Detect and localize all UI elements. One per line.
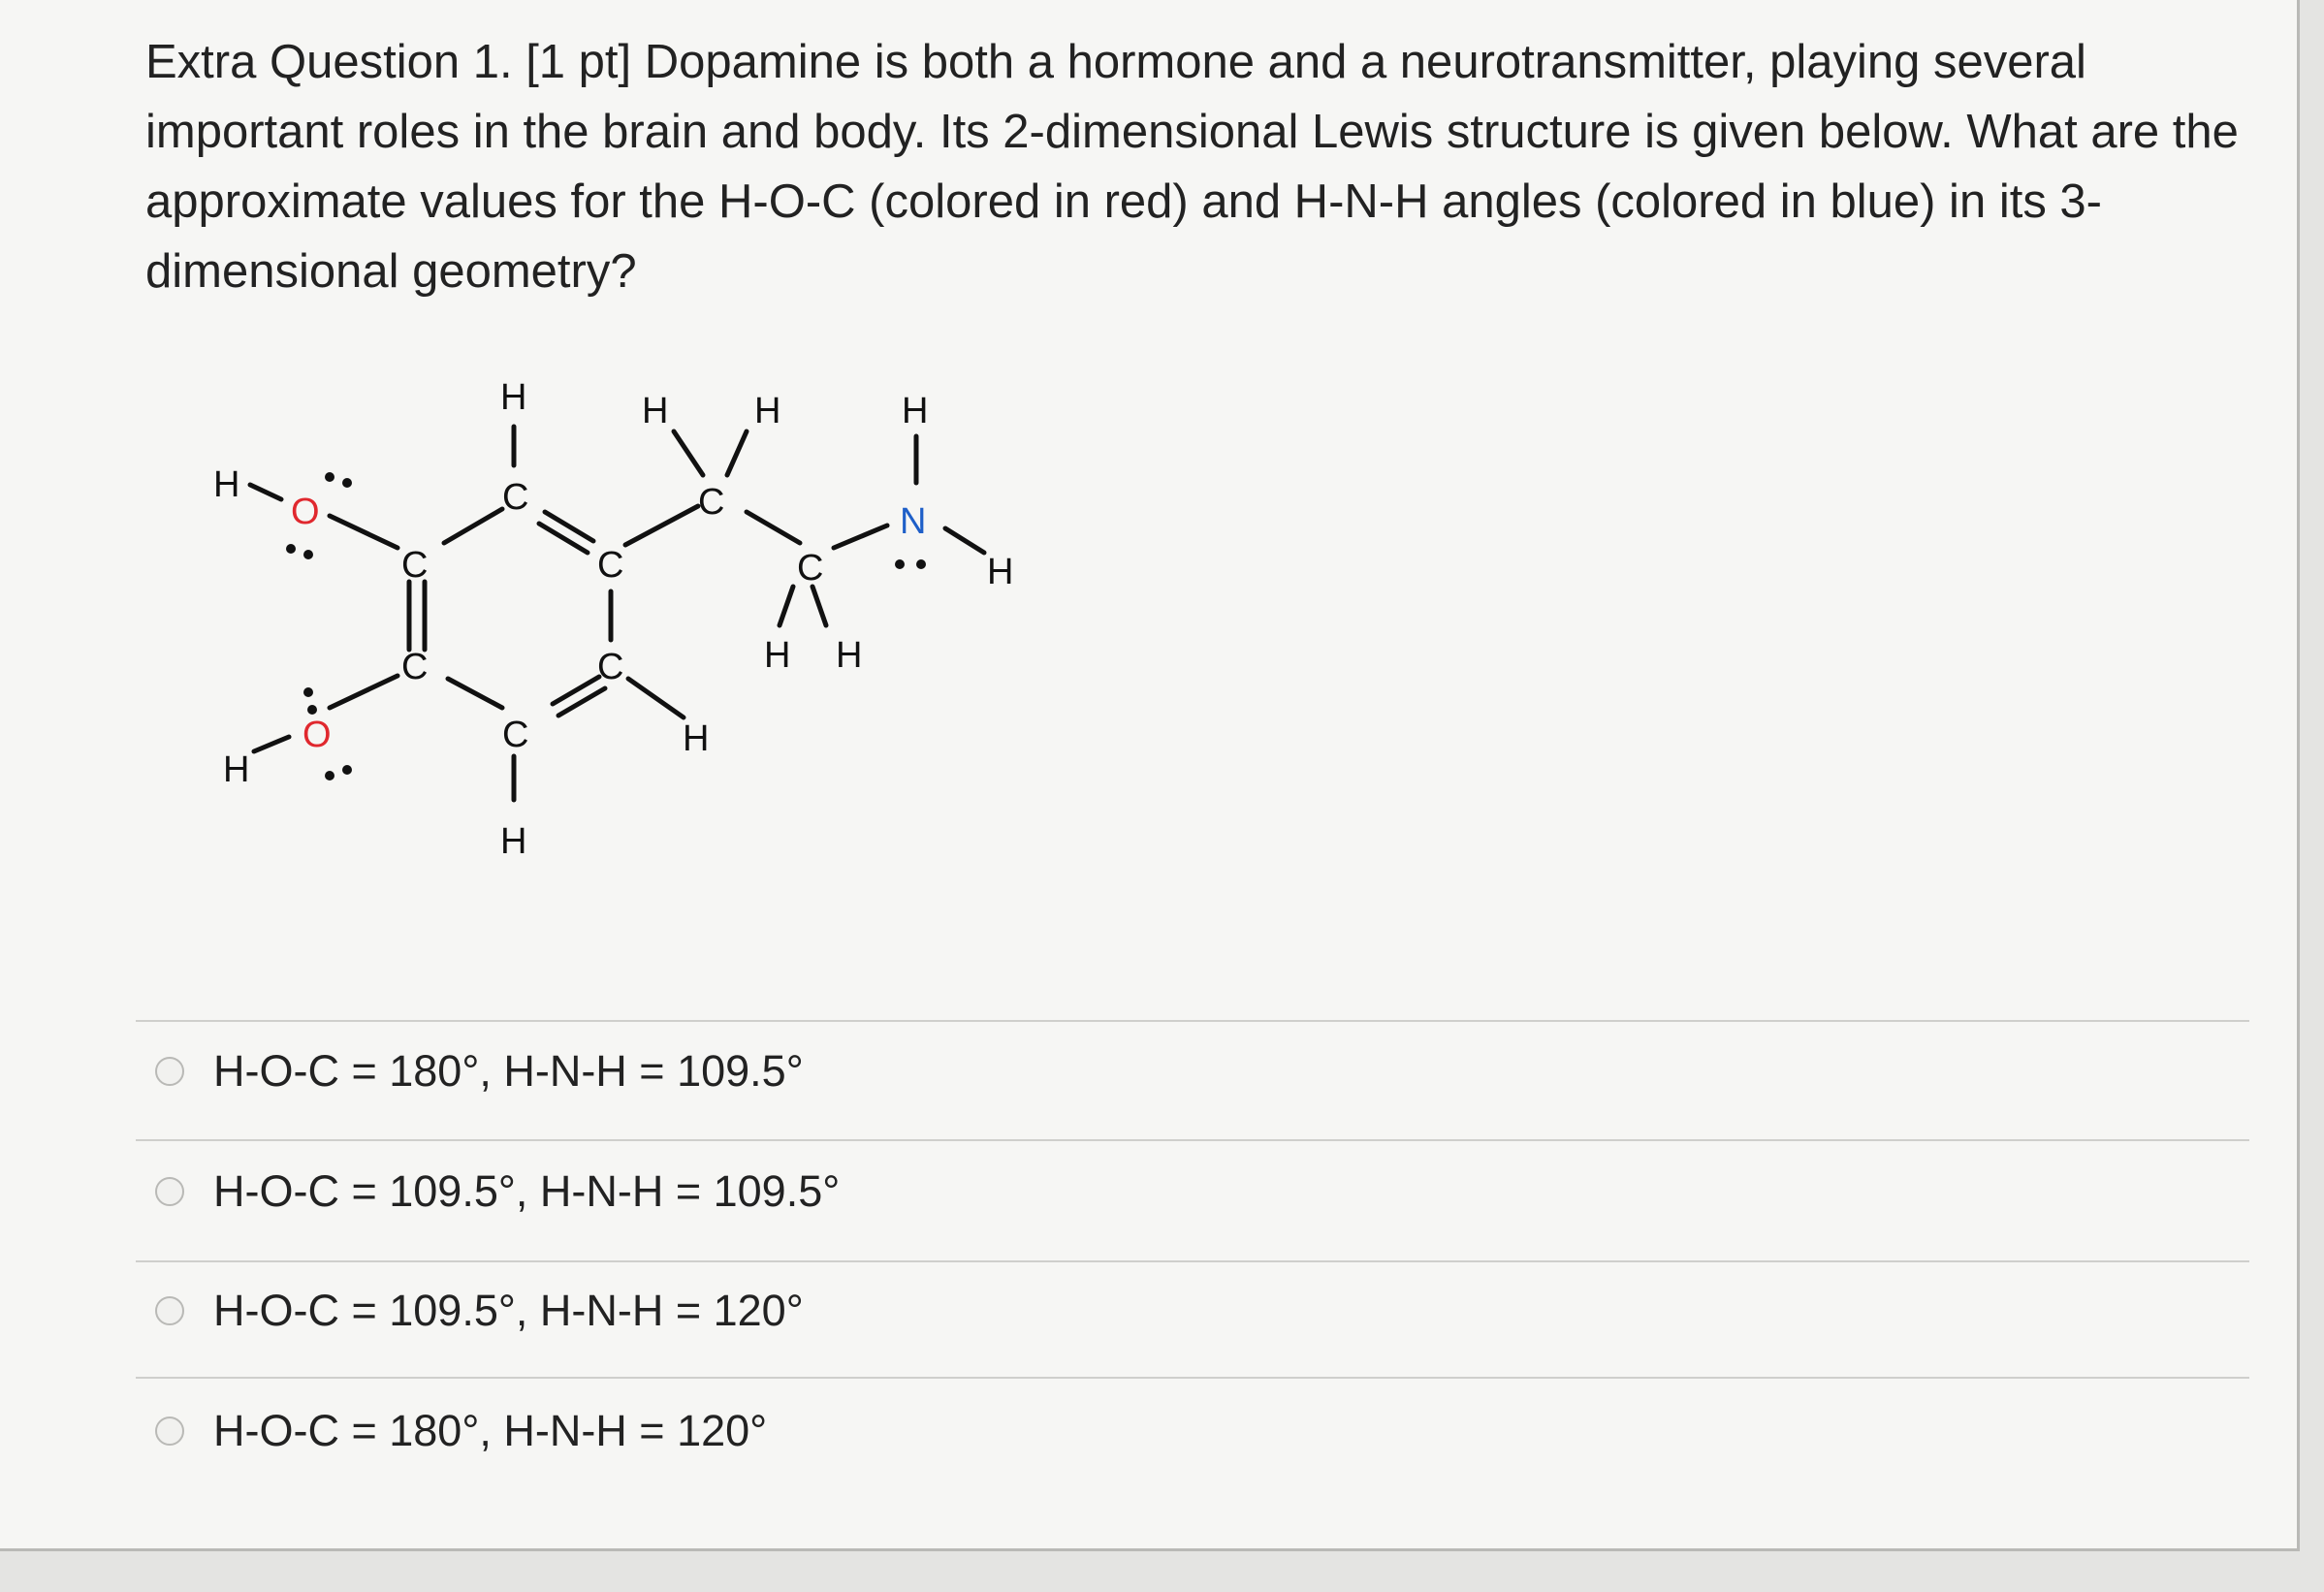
option-label: H-O-C = 109.5°, H-N-H = 109.5° <box>213 1166 841 1216</box>
radio-button[interactable] <box>155 1177 184 1206</box>
lewis-structure-svg <box>194 359 1047 882</box>
atom-h: H <box>642 391 669 431</box>
divider <box>136 1020 2249 1022</box>
divider <box>136 1377 2249 1379</box>
atom-h: H <box>754 391 781 431</box>
atom-h: H <box>987 552 1014 592</box>
radio-button[interactable] <box>155 1296 184 1325</box>
atom-carbon: C <box>698 482 725 523</box>
atom-h: H <box>902 391 929 431</box>
radio-button[interactable] <box>155 1057 184 1086</box>
atom-h: H <box>764 635 791 676</box>
divider <box>136 1139 2249 1141</box>
atom-h: H <box>500 821 527 862</box>
atom-h: H <box>213 464 240 505</box>
atom-carbon: C <box>797 548 824 589</box>
lone-pairs <box>286 472 926 780</box>
atom-carbon: C <box>597 647 624 687</box>
question-text: Extra Question 1. [1 pt] Dopamine is both a hormone and a neurotransmitter, playing several important roles in the brain and body. Its 2-dimensional Lewis structure is given below. What are the approximate values for the H-O-C (colored in red) and H-N-H angles (colored in blue) in its 3-dimensional geometry? <box>145 36 2239 298</box>
atom-nitrogen: N <box>900 501 927 542</box>
atom-carbon: C <box>401 647 429 687</box>
atom-carbon: C <box>502 715 529 755</box>
atom-oxygen: O <box>291 492 320 532</box>
atom-h: H <box>683 718 710 759</box>
answer-option-1[interactable] <box>155 1042 804 1100</box>
answer-option-3[interactable] <box>155 1282 804 1340</box>
option-label: H-O-C = 109.5°, H-N-H = 120° <box>213 1286 804 1335</box>
option-label: H-O-C = 180°, H-N-H = 120° <box>213 1406 768 1455</box>
dopamine-lewis-structure <box>194 359 1047 882</box>
bonds <box>250 427 984 800</box>
atom-h: H <box>500 377 527 418</box>
option-label: H-O-C = 180°, H-N-H = 109.5° <box>213 1046 804 1096</box>
divider <box>136 1260 2249 1262</box>
atoms <box>213 377 1013 862</box>
radio-button[interactable] <box>155 1417 184 1446</box>
atom-oxygen: O <box>302 715 332 755</box>
atom-carbon: C <box>597 545 624 586</box>
atom-h: H <box>836 635 863 676</box>
answer-option-4[interactable] <box>155 1402 767 1460</box>
atom-carbon: C <box>502 477 529 518</box>
atom-h: H <box>223 749 250 790</box>
atom-carbon: C <box>401 545 429 586</box>
answer-option-2[interactable] <box>155 1162 840 1221</box>
